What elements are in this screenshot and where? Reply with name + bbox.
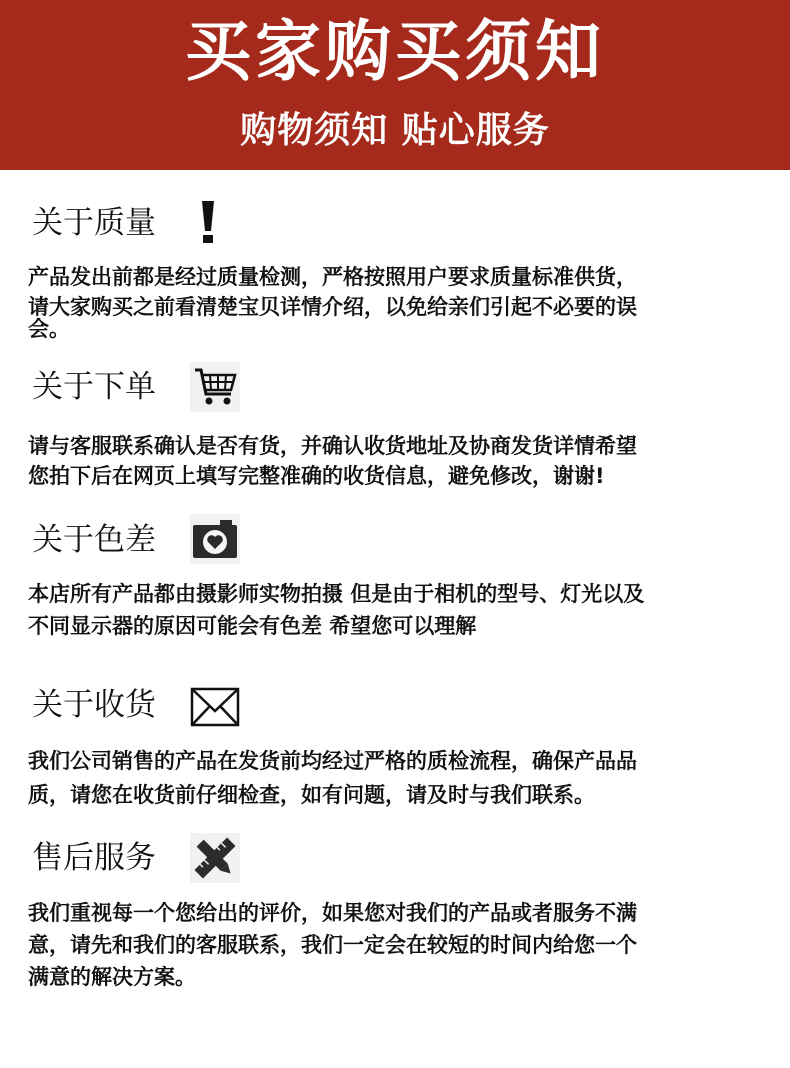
camera-heart-icon (190, 514, 240, 564)
section-title-ordering: 关于下单 (32, 369, 156, 405)
section-title-receiving: 关于收货 (32, 687, 156, 723)
shopping-cart-icon (190, 362, 240, 412)
text-line: 我们重视每一个您给出的评价，如果您对我们的产品或者服务不满 (28, 901, 637, 925)
text-line: 会。 (28, 317, 70, 341)
text-line: 本店所有产品都由摄影师实物拍摄 但是由于相机的型号、灯光以及 (28, 582, 645, 606)
text-line: 满意的解决方案。 (28, 965, 196, 989)
text-line: 不同显示器的原因可能会有色差 希望您可以理解 (28, 614, 477, 638)
envelope-icon (190, 683, 240, 733)
banner-subtitle: 购物须知 贴心服务 (240, 110, 550, 151)
exclamation-icon (183, 197, 233, 247)
header-banner (0, 0, 790, 170)
text-line: 您拍下后在网页上填写完整准确的收货信息，避免修改，谢谢! (28, 464, 605, 488)
text-line: 请与客服联系确认是否有货，并确认收货地址及协商发货详情希望 (28, 434, 637, 458)
section-text-after-sales (28, 897, 768, 993)
text-line: 我们公司销售的产品在发货前均经过严格的质检流程，确保产品品 (28, 749, 637, 773)
text-line: 请大家购买之前看清楚宝贝详情介绍，以免给亲们引起不必要的误 (28, 295, 637, 319)
section-text-receiving (28, 744, 768, 812)
section-text-quality (28, 262, 768, 344)
text-line: 质，请您在收货前仔细检查，如有问题，请及时与我们联系。 (28, 783, 595, 807)
text-line: 意，请先和我们的客服联系，我们一定会在较短的时间内给您一个 (28, 933, 637, 957)
banner-title: 买家购买须知 (185, 13, 605, 90)
section-text-ordering (28, 431, 768, 491)
text-line: 产品发出前都是经过质量检测，严格按照用户要求质量标准供货， (28, 265, 637, 289)
pencil-ruler-icon (190, 833, 240, 883)
section-text-color (28, 578, 768, 642)
section-title-color: 关于色差 (32, 522, 156, 558)
section-title-after-sales: 售后服务 (32, 840, 156, 876)
section-title-quality: 关于质量 (32, 205, 156, 241)
